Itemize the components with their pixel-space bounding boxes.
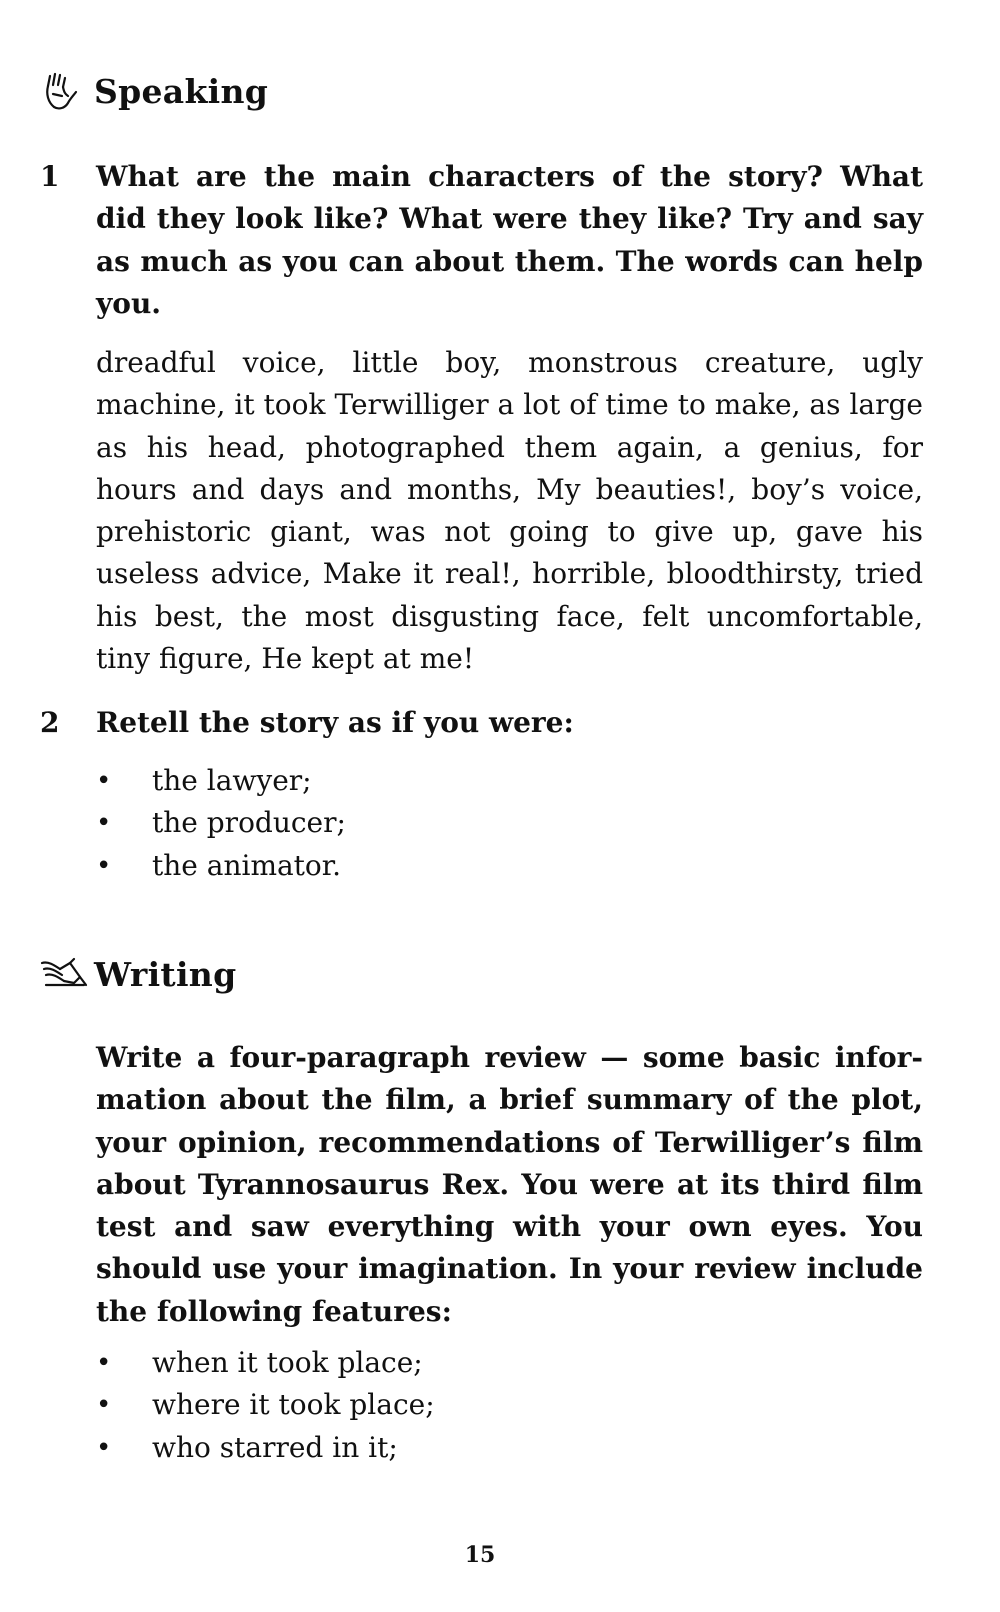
list-item: [96, 1342, 923, 1384]
raised-hand-icon: [40, 72, 88, 112]
list-item-text: the producer;: [152, 806, 346, 840]
task-1-prompt: What are the main characters of the story? What did they look like? What were they like? Try and say as much as you can about them. The words can help you.: [96, 160, 923, 320]
bullet-icon: •: [96, 1390, 112, 1421]
bullet-icon: •: [96, 1348, 112, 1378]
list-item: [96, 1427, 923, 1469]
list-item-text: the lawyer;: [152, 764, 312, 797]
writing-prompt: Write a four-paragraph review — some basic information about the film, a brief summary of the plot, your opinion, recommendations of Terwilliger’s film about Tyrannosaurus Rex. You were at its third film test and saw everything with your own eyes. You should use your imagination. In your review include the following features:: [96, 1041, 923, 1328]
bullet-icon: •: [96, 766, 112, 796]
list-item-text: the animator.: [152, 848, 341, 882]
task-2-number: 2: [40, 706, 60, 739]
task-2-list: [96, 760, 923, 887]
word-bank: dreadful voice, little boy, monstrous creature, ugly machine, it took Terwilliger a lot of time to make, as large as his head, photographed them again, a genius, for hours and days and months, My beauties!, boy’s voice, prehistoric giant, was not going to give up, gave his useless advice, Make it real!, horrible, bloodthirsty, tried his best, the most disgusting face, felt uncomfortable, tiny figure, He kept at me!: [96, 346, 923, 676]
writing-title: Writing: [94, 955, 237, 994]
list-item-text: who starred in it;: [152, 1430, 398, 1464]
task-1-number: 1: [40, 160, 60, 193]
writing-heading: [40, 955, 236, 995]
writing-list: [96, 1342, 923, 1469]
speaking-title: Speaking: [94, 72, 269, 111]
list-item-text: where it took place;: [152, 1388, 435, 1422]
list-item: [96, 760, 923, 802]
list-item: [96, 845, 923, 887]
speaking-heading: [40, 72, 268, 112]
bullet-icon: •: [96, 1432, 112, 1463]
writing-hand-icon: [40, 955, 88, 995]
page-number: 15: [464, 1542, 496, 1568]
list-item-text: when it took place;: [152, 1346, 423, 1379]
list-item: [96, 1384, 923, 1426]
bullet-icon: •: [96, 808, 112, 839]
bullet-icon: •: [96, 850, 112, 881]
task-2-prompt: Retell the story as if you were:: [96, 706, 574, 739]
list-item: [96, 802, 923, 844]
